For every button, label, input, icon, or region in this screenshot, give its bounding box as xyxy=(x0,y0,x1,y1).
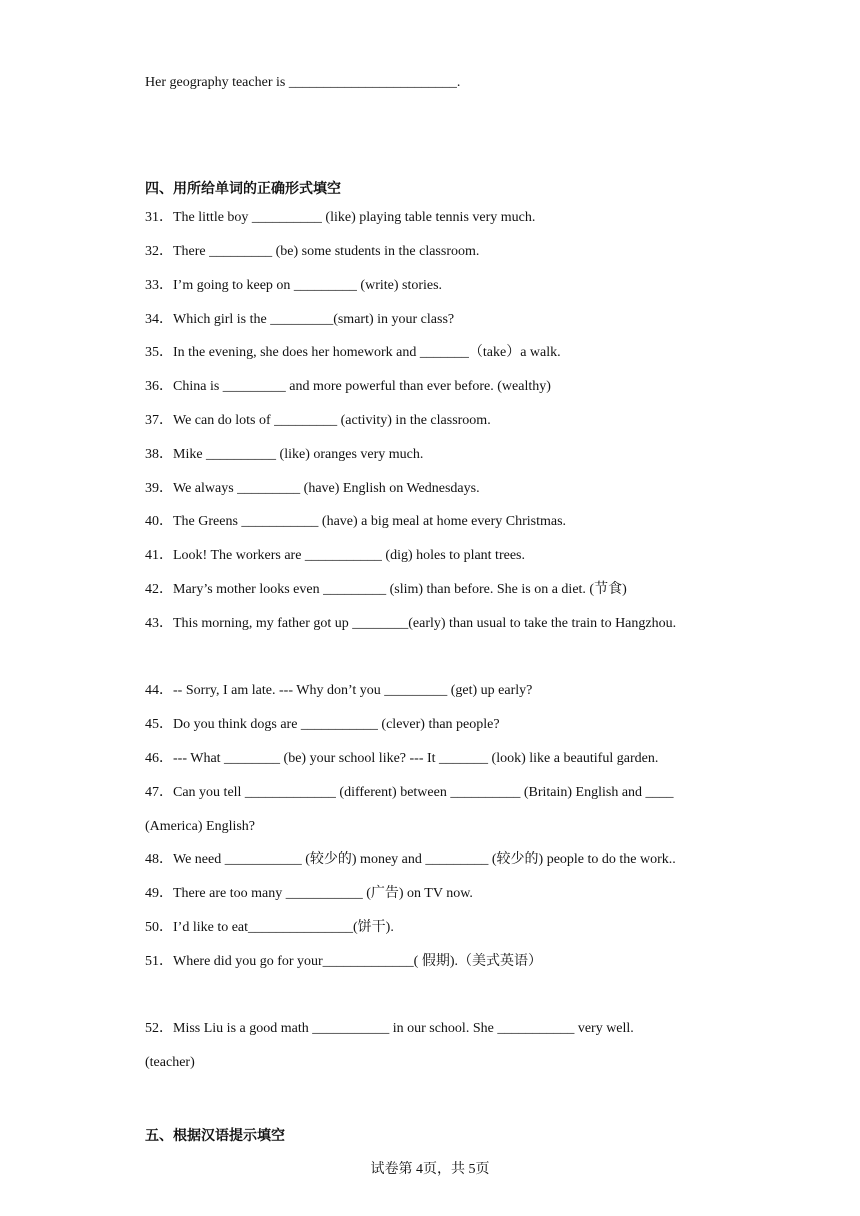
question-34: 34．Which girl is the _________(smart) in your class? xyxy=(145,312,455,327)
question-47-continuation: (America) English? xyxy=(145,819,256,834)
question-40: 40．The Greens ___________ (have) a big meal at home every Christmas. xyxy=(145,514,567,529)
question-52: 52．Miss Liu is a good math ___________ in our school. She ___________ very well. xyxy=(145,1021,634,1036)
section-5-heading: 五、根据汉语提示填空 xyxy=(145,1128,285,1144)
question-44: 44．-- Sorry, I am late. --- Why don’t you _________ (get) up early? xyxy=(145,683,533,698)
page-footer: 试卷第 4页，共 5页 xyxy=(370,1162,490,1177)
section-4-heading: 四、用所给单词的正确形式填空 xyxy=(145,181,341,197)
question-30-line: Her geography teacher is ________________________. xyxy=(145,75,461,90)
question-31: 31．The little boy __________ (like) playing table tennis very much. xyxy=(145,210,536,225)
question-49: 49．There are too many ___________ (广告) on TV now. xyxy=(145,886,473,901)
question-35: 35．In the evening, she does her homework and _______（take）a walk. xyxy=(145,345,561,360)
question-51: 51．Where did you go for your_____________( 假期).（美式英语） xyxy=(145,954,543,969)
question-37: 37．We can do lots of _________ (activity) in the classroom. xyxy=(145,413,491,428)
question-50: 50．I’d like to eat_______________(饼干). xyxy=(145,920,394,935)
question-38: 38．Mike __________ (like) oranges very much. xyxy=(145,447,424,462)
question-46: 46．--- What ________ (be) your school like? --- It _______ (look) like a beautiful garden. xyxy=(145,751,659,766)
question-42: 42．Mary’s mother looks even _________ (slim) than before. She is on a diet. (节食) xyxy=(145,582,627,597)
question-33: 33．I’m going to keep on _________ (write) stories. xyxy=(145,278,443,293)
question-45: 45．Do you think dogs are ___________ (clever) than people? xyxy=(145,717,500,732)
question-32: 32．There _________ (be) some students in the classroom. xyxy=(145,244,480,259)
question-43: 43．This morning, my father got up ________(early) than usual to take the train to Hangzhou. xyxy=(145,616,677,631)
question-41: 41．Look! The workers are ___________ (dig) holes to plant trees. xyxy=(145,548,525,563)
question-36: 36．China is _________ and more powerful than ever before. (wealthy) xyxy=(145,379,551,394)
question-39: 39．We always _________ (have) English on Wednesdays. xyxy=(145,481,480,496)
question-48: 48．We need ___________ (较少的) money and _________ (较少的) people to do the work.. xyxy=(145,852,676,867)
question-52-continuation: (teacher) xyxy=(145,1055,195,1070)
question-47: 47．Can you tell _____________ (different) between __________ (Britain) English and ____ xyxy=(145,785,674,800)
